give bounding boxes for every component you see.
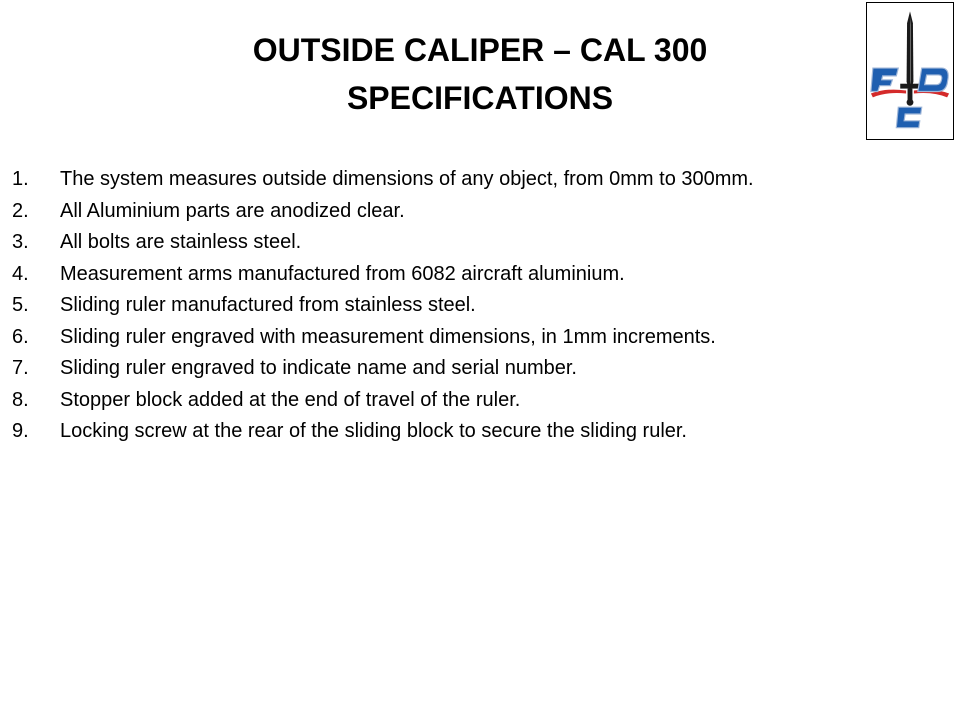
list-item-number: 1. (12, 168, 29, 190)
list-item-text: Locking screw at the rear of the sliding block to secure the sliding ruler. (60, 420, 687, 442)
list-item-number: 8. (12, 388, 29, 411)
list-item-text: Sliding ruler engraved with measurement dimensions, in 1mm increments. (60, 325, 716, 348)
slide-title (120, 26, 840, 122)
list-item (12, 290, 952, 322)
title-line-1: OUTSIDE CALIPER – CAL 300 (252, 32, 708, 68)
list-item-text: All bolts are stainless steel. (60, 231, 302, 253)
list-item (12, 196, 952, 228)
list-item (12, 385, 952, 417)
list-item-text: Stopper block added at the end of travel of the ruler. (60, 388, 521, 411)
list-item (12, 353, 952, 385)
list-item-text: All Aluminium parts are anodized clear. (60, 199, 405, 222)
fdc-dagger-logo-icon (866, 2, 954, 140)
list-item-number: 6. (12, 325, 29, 348)
list-item-text: Measurement arms manufactured from 6082 aircraft aluminium. (60, 262, 625, 285)
list-item (12, 227, 952, 259)
list-item (12, 164, 952, 196)
list-item-number: 3. (12, 231, 29, 253)
list-item (12, 322, 952, 354)
list-item (12, 416, 952, 448)
list-item-text: Sliding ruler engraved to indicate name and serial number. (60, 357, 577, 379)
logo-graphic (867, 3, 953, 139)
specifications-list (12, 164, 952, 448)
list-item-number: 9. (12, 420, 29, 442)
list-item-number: 5. (12, 294, 29, 316)
list-item-number: 2. (12, 199, 29, 222)
list-item-number: 4. (12, 262, 29, 285)
title-line-2: SPECIFICATIONS (346, 80, 614, 116)
list-item-number: 7. (12, 357, 29, 379)
list-item-text: Sliding ruler manufactured from stainless steel. (60, 294, 476, 316)
list-item-text: The system measures outside dimensions of any object, from 0mm to 300mm. (60, 168, 754, 190)
list-item (12, 259, 952, 291)
